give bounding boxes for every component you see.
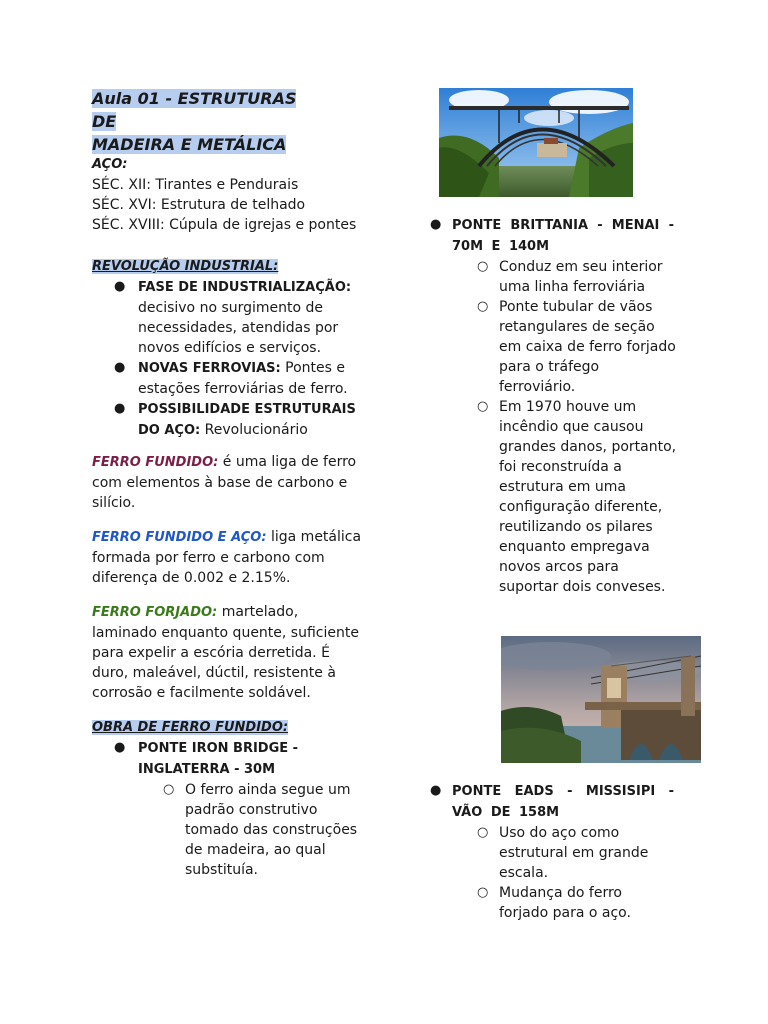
sub-bullet-icon: ○	[477, 825, 489, 840]
ferro-aco-paragraph: FERRO FUNDIDO E AÇO: liga metálica formada por ferro e carbono com diferença de 0.002 e 2.15%.	[92, 529, 362, 586]
list-item: ○ O ferro ainda segue um padrão construtivo tomado das construções de madeira, ao qual substituía.	[163, 782, 358, 878]
ferro-forjado-label: FERRO FORJADO:	[92, 605, 218, 620]
bullet-icon: ●	[430, 783, 442, 798]
list-item: ● NOVAS FERROVIAS: Pontes e estações ferroviárias de ferro.	[114, 360, 348, 397]
list-item: ○ Em 1970 houve um incêndio que causou grandes danos, portanto, foi reconstruída a estrutura em uma configuração diferente, reutilizando os pilares enquanto empregava novos arcos para suportar dois conveses.	[477, 399, 677, 595]
list-item: ● PONTE BRITTANIA - MENAI - 70M E 140M	[430, 217, 674, 254]
list-item: ○ Conduz em seu interior uma linha ferroviária	[477, 259, 663, 295]
iron-bridge-image	[439, 88, 633, 197]
bullet-icon: ●	[430, 217, 442, 232]
sub-bullet-icon: ○	[477, 885, 489, 900]
list-item: ○ Ponte tubular de vãos retangulares de seção em caixa de ferro forjado para o tráfego ferroviário.	[477, 299, 676, 395]
bullet-icon: ●	[114, 360, 126, 375]
obra-section	[92, 717, 382, 880]
iron-bridge-photo	[439, 88, 633, 197]
aco-line-2: SÉC. XVI: Estrutura de telhado	[92, 197, 306, 213]
page-title: Aula 01 - ESTRUTURAS DE MADEIRA E METÁLICA	[92, 89, 297, 154]
bullet-icon: ●	[114, 401, 126, 416]
sub-bullet-icon: ○	[477, 299, 489, 314]
ferro-fundido-label: FERRO FUNDIDO:	[92, 455, 219, 470]
aco-line-1: SÉC. XII: Tirantes e Pendurais	[92, 177, 299, 193]
brittania-bridge-image	[501, 636, 701, 763]
aco-section	[92, 155, 382, 235]
brittania-bridge-photo	[501, 636, 701, 763]
obra-heading: OBRA DE FERRO FUNDIDO:	[92, 720, 289, 735]
list-item: ● POSSIBILIDADE ESTRUTURAIS DO AÇO: Revolucionário	[114, 401, 356, 438]
brittania-section	[430, 215, 690, 597]
sub-bullet-icon: ○	[477, 259, 489, 274]
sub-bullet-icon: ○	[163, 782, 175, 797]
ferro-forjado-paragraph: FERRO FORJADO: martelado, laminado enquanto quente, suficiente para expelir a escória derretida. É duro, maleável, dúctil, resistente à corrosão e facilmente soldável.	[92, 604, 359, 701]
revolucao-section	[92, 256, 382, 441]
list-item: ● FASE DE INDUSTRIALIZAÇÃO: decisivo no surgimento de necessidades, atendidas por novos edifícios e serviços.	[114, 279, 352, 356]
eads-section	[430, 781, 690, 923]
list-item: ○ Uso do aço como estrutural em grande escala.	[477, 825, 649, 881]
list-item: ● PONTE IRON BRIDGE - INGLATERRA - 30M	[114, 740, 299, 777]
aco-line-3: SÉC. XVIII: Cúpula de igrejas e pontes	[92, 217, 357, 233]
list-item: ● PONTE EADS - MISSISIPI - VÃO DE 158M	[430, 783, 674, 820]
revolucao-heading: REVOLUÇÃO INDUSTRIAL:	[92, 259, 279, 274]
bullet-icon: ●	[114, 740, 126, 755]
bullet-icon: ●	[114, 279, 126, 294]
list-item: ○ Mudança do ferro forjado para o aço.	[477, 885, 631, 921]
sub-bullet-icon: ○	[477, 399, 489, 414]
aco-label: AÇO:	[92, 157, 128, 172]
ferro-fundido-paragraph: FERRO FUNDIDO: é uma liga de ferro com elementos à base de carbono e silício.	[92, 454, 357, 511]
ferro-aco-label: FERRO FUNDIDO E AÇO:	[92, 530, 267, 545]
